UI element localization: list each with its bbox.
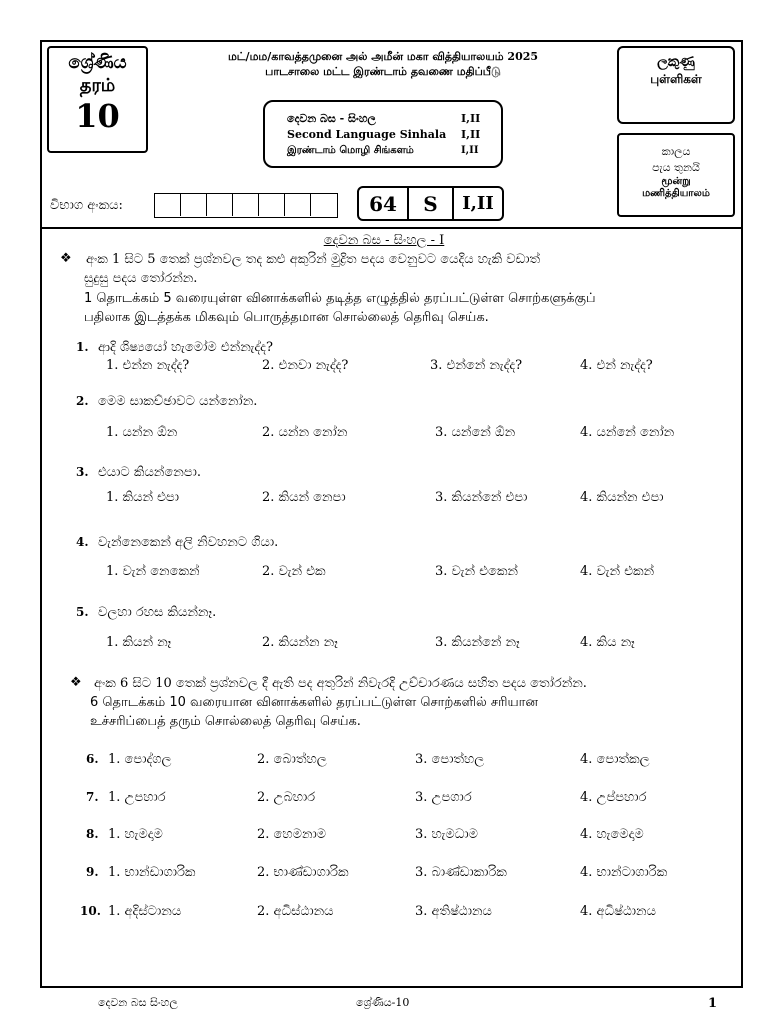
index-digit-cell[interactable]	[285, 194, 311, 216]
question-9-option-1[interactable]: 9. 1. භාන්ඩාගාරික	[86, 865, 196, 880]
question-9-option-4[interactable]: 4. භාන්ටාගාරික	[580, 865, 668, 880]
question-3-option-1[interactable]: 1. කියන් එපා	[106, 490, 180, 505]
exam-title: பாடசாலை மட்ட இரண்டாம் தவணை மதிப்பீடு	[265, 65, 501, 78]
instruction-tamil-2b: உச்சரிப்பைத் தரும் சொல்லைத் தெரிவு செய்க.	[90, 714, 361, 729]
time-label: කාලය	[661, 145, 691, 158]
question-6-option-1[interactable]: 6. 1. පොද්ගල	[86, 752, 172, 767]
subject-code: I,II	[461, 112, 481, 125]
instruction-sinhala-1a: අංක 1 සිට 5 තෙක් ප්‍රශ්නවල තද කළු අකුරින් මුද්‍රිත පදය වෙනුවට යෙදිය හැකි වඩාත්	[86, 252, 541, 267]
index-number-field[interactable]	[154, 193, 338, 218]
instruction-sinhala-2: අංක 6 සිට 10 තෙක් ප්‍රශ්නවල දී ඇති පද අතුරින් නිවැරදි උච්චාරණය සහිත පදය තෝරන්න.	[94, 676, 587, 691]
question-10-option-1[interactable]: 10. 1. අදිස්ටානය	[80, 904, 182, 919]
question-6-option-3[interactable]: 3. පොත්හල	[415, 752, 485, 767]
footer-subject: දෙවන බස සිංහල	[98, 996, 178, 1009]
question-7-option-3[interactable]: 3. උපගාර	[415, 790, 472, 805]
section-title: දෙවන බස - සිංහල - I	[323, 233, 445, 248]
school-name: மட்/மம/காவத்தமுனை அல் அமீன் மகா வித்தியாலயம் 2025	[227, 50, 539, 63]
paper-code-box	[357, 186, 504, 221]
question-4-option-3[interactable]: 3. වැන් එකෙන්	[435, 564, 518, 579]
index-digit-cell[interactable]	[311, 194, 337, 216]
paper-code-number: 64	[359, 188, 409, 219]
question-8-option-1[interactable]: 8. 1. හැමදාම	[86, 827, 163, 842]
question-3-option-2[interactable]: 2. කියන් නෙපා	[262, 490, 346, 505]
page-number: 1	[708, 996, 718, 1011]
subject-row-english	[287, 128, 497, 141]
question-8-option-4[interactable]: 4. හැමෙදාම	[580, 827, 644, 842]
bullet-icon: ❖	[60, 251, 72, 266]
instruction-tamil-1b: பதிலாக இடத்தக்க மிகவும் பொருத்தமான சொல்லைத் தெரிவு செய்க.	[84, 310, 489, 325]
footer-grade: ශ්‍රේණිය-10	[356, 996, 410, 1009]
subject-name: දෙවන බස - සිංහල	[287, 112, 376, 125]
question-8-option-3[interactable]: 3. හැමධාම	[415, 827, 478, 842]
time-box	[617, 133, 735, 217]
instruction-tamil-2a: 6 தொடக்கம் 10 வரையான வினாக்களில் தரப்பட்டுள்ள சொற்களில் சரியான	[90, 695, 539, 710]
question-7-option-1[interactable]: 7. 1. උපහාර	[86, 790, 166, 805]
instruction-sinhala-1b: සුදුසු පදය තෝරන්න.	[84, 271, 198, 286]
index-digit-cell[interactable]	[207, 194, 233, 216]
question-7-option-4[interactable]: 4. උප්පහාර	[580, 790, 647, 805]
question-2-option-4[interactable]: 4. යන්නේ නෝන	[580, 425, 675, 440]
grade-box	[47, 46, 148, 153]
question-4-option-4[interactable]: 4. වැන් එකන්	[580, 564, 655, 579]
question-5-option-4[interactable]: 4. කිය නෑ	[580, 635, 635, 650]
question-5-stem: 5. වලහා රහස කියන්නෑ.	[76, 605, 217, 620]
question-5-option-3[interactable]: 3. කියන්නේ නෑ	[435, 635, 520, 650]
question-9-option-2[interactable]: 2. භාණ්ඩාගාරික	[257, 865, 349, 880]
question-6-option-2[interactable]: 2. බොත්හල	[257, 752, 327, 767]
bullet-icon: ❖	[70, 675, 82, 690]
marks-box	[617, 46, 735, 124]
question-1-option-1[interactable]: 1. එන්න නැද්ද?	[106, 358, 190, 373]
question-2-stem: 2. මෙම සාකච්ඡාවට යන්නෝන.	[76, 394, 258, 409]
question-10-option-2[interactable]: 2. අධිස්ඨානය	[257, 904, 334, 919]
question-8-option-2[interactable]: 2. හෙමනාම	[257, 827, 327, 842]
question-5-option-1[interactable]: 1. කියන් නෑ	[106, 635, 172, 650]
marks-label: ලකුණු	[657, 54, 695, 70]
question-4-option-2[interactable]: 2. වැන් එක	[262, 564, 326, 579]
marks-label-tamil: புள்ளிகள்	[650, 72, 702, 86]
question-1-option-3[interactable]: 3. එන්නේ නැද්ද?	[430, 358, 523, 373]
subject-row-tamil	[287, 145, 497, 157]
question-4-option-1[interactable]: 1. වැන් නෙකෙන්	[106, 564, 200, 579]
question-5-option-2[interactable]: 2. කියන්න නෑ	[262, 635, 338, 650]
question-3-option-3[interactable]: 3. කියන්නේ එපා	[435, 490, 528, 505]
index-digit-cell[interactable]	[155, 194, 181, 216]
question-10-option-4[interactable]: 4. අධිෂ්ඨානය	[580, 904, 656, 919]
time-value-tamil: மூன்று	[661, 176, 691, 187]
index-digit-cell[interactable]	[233, 194, 259, 216]
index-digit-cell[interactable]	[259, 194, 285, 216]
subject-row-sinhala	[287, 112, 497, 126]
question-2-option-2[interactable]: 2. යන්න නෝන	[262, 425, 348, 440]
question-3-option-4[interactable]: 4. කියන්න එපා	[580, 490, 664, 505]
question-1-option-4[interactable]: 4. එන් නැද්ද?	[580, 358, 653, 373]
header-divider	[40, 227, 743, 229]
index-digit-cell[interactable]	[181, 194, 207, 216]
question-1-option-2[interactable]: 2. එනවා නැද්ද?	[262, 358, 349, 373]
question-2-option-3[interactable]: 3. යන්නේ ඕන	[435, 425, 516, 440]
question-1-stem: 1. ආදි ශිෂ්‍යයෝ හැමෝම එන්නැද්ද?	[76, 340, 273, 355]
time-unit-tamil: மணித்தியாலம்	[642, 188, 710, 199]
paper-code-part: I,II	[462, 193, 494, 214]
subject-name: Second Language Sinhala	[287, 128, 447, 141]
grade-label: ශ්‍රේණිය	[68, 52, 127, 73]
instruction-tamil-1a: 1 தொடக்கம் 5 வரையுள்ள வினாக்களில் தடித்த எழுத்தில் தரப்பட்டுள்ள சொற்களுக்குப்	[84, 291, 596, 306]
paper-code-letter: S	[409, 188, 454, 219]
subject-code: I,II	[461, 145, 479, 156]
grade-label-tamil: தரம்	[79, 75, 116, 96]
subject-code: I,II	[461, 128, 481, 141]
subject-box	[263, 100, 503, 168]
subject-name: இரண்டாம் மொழி சிங்களம்	[287, 145, 414, 156]
time-value: පැය තුනයි	[652, 161, 700, 174]
question-9-option-3[interactable]: 3. බාණ්ඩාකාරික	[415, 865, 507, 880]
grade-number: 10	[75, 97, 120, 135]
question-4-stem: 4. වැන්නෙකෙන් අලි නිවහනට ගියා.	[76, 535, 279, 550]
question-6-option-4[interactable]: 4. පොත්කල	[580, 752, 650, 767]
question-10-option-3[interactable]: 3. අතිෂ්ඨානය	[415, 904, 492, 919]
question-2-option-1[interactable]: 1. යන්න ඕන	[106, 425, 178, 440]
question-3-stem: 3. එයාට කියන්නෙපා.	[76, 465, 201, 480]
index-number-label: විභාග අංකය:	[50, 198, 123, 213]
question-7-option-2[interactable]: 2. උබහාර	[257, 790, 316, 805]
